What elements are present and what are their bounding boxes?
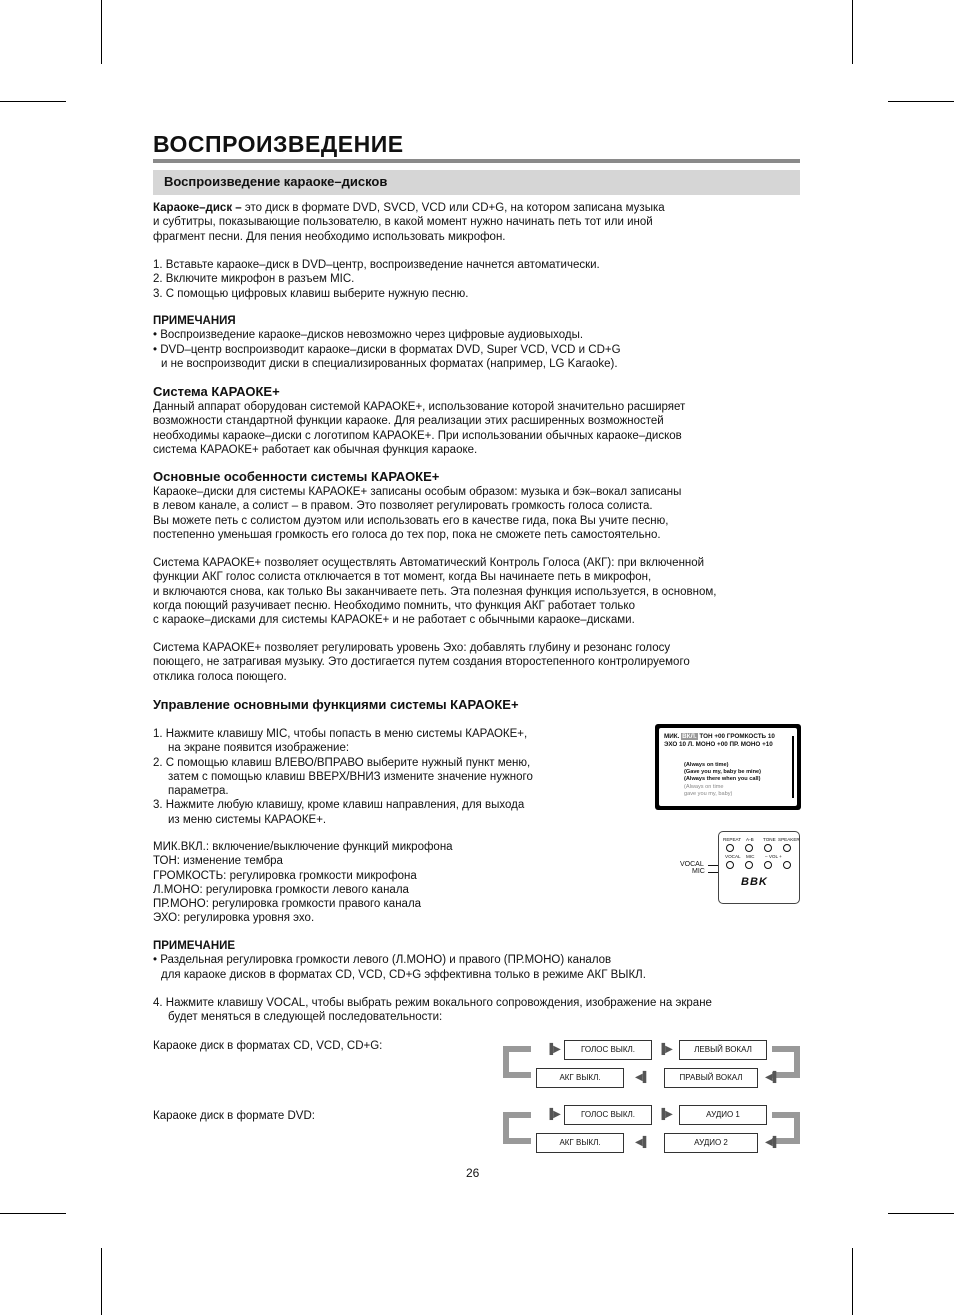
- crop-mark: [888, 101, 954, 102]
- paragraph-line: функции АКГ голос солиста отключается в тот момент, когда Вы начинаете петь в микрофон,: [153, 571, 652, 584]
- step-item: 3. С помощью цифровых клавиш выберите нужную песню.: [153, 287, 469, 300]
- remote-button: [726, 844, 734, 852]
- features-heading: Основные особенности системы КАРАОКЕ+: [153, 469, 440, 484]
- steps-list: [153, 258, 600, 301]
- params-list: [153, 840, 453, 926]
- remote-button: [764, 844, 772, 852]
- flow-box: ГОЛОС ВЫКЛ.: [564, 1105, 652, 1125]
- arrow-left-icon: ◀▌: [765, 1072, 780, 1083]
- notes-block: [153, 314, 621, 371]
- crop-mark: [888, 1213, 954, 1214]
- crop-mark: [101, 0, 102, 64]
- paragraph-line: в левом канале, а солист – в правом. Это позволяет регулировать громкость голоса солиста.: [153, 500, 653, 513]
- tv-lyric: (Gave you my, baby be mine): [684, 769, 761, 775]
- tv-lyric: gave you my, baby): [684, 791, 733, 797]
- notes-heading: ПРИМЕЧАНИЯ: [153, 315, 236, 327]
- tv-menu-row-2: ЭХО 10 Л. МОНО +00 ПР. МОНО +10: [664, 741, 773, 748]
- bbk-logo: BBK: [741, 876, 768, 888]
- arrow-right-icon: ▐▶: [546, 1044, 561, 1055]
- tv-mic-label: МИК.: [664, 733, 680, 740]
- cycle-bracket: [503, 1112, 531, 1144]
- tv-mic-on-highlight: ВКЛ.: [682, 733, 697, 740]
- paragraph-line: возможности стандартной функции караоке. Для реализации этих расширенных возможностей: [153, 415, 664, 428]
- remote-label: TONE: [763, 837, 776, 842]
- vol-down-button: [764, 861, 772, 869]
- flow-dvd-label: Караоке диск в формате DVD:: [153, 1110, 315, 1122]
- note-item: • DVD–центр воспроизводит караоке–диски в форматах DVD, Super VCD, VCD и CD+G: [153, 343, 621, 356]
- note-item: и не воспроизводит диски в специализированных форматах (например, LG Karaoke).: [161, 357, 618, 370]
- step-item: 1. Вставьте караоке–диск в DVD–центр, воспроизведение начнется автоматически.: [153, 259, 600, 271]
- paragraph-line: постепенно уменьшая громкость его голоса до тех пор, пока не сможете петь самостоятельно.: [153, 528, 661, 541]
- flow-box: ГОЛОС ВЫКЛ.: [564, 1040, 652, 1060]
- crop-mark: [852, 1248, 853, 1315]
- remote-label: – VOL +: [765, 854, 782, 859]
- tv-row1-rest: ТОН +00 ГРОМКОСТЬ 10: [697, 733, 775, 740]
- paragraph-line: необходимы караоке–диски с логотипом КАРАОКЕ+. При использовании обычных караоке–дисков: [153, 429, 682, 442]
- system-heading: Система КАРАОКЕ+: [153, 384, 280, 399]
- paragraph-line: с караоке–дисками для системы КАРАОКЕ+ и не работает с обычными караоке–дисками.: [153, 614, 635, 627]
- flow-box: АКГ ВЫКЛ.: [536, 1068, 624, 1088]
- note-heading: ПРИМЕЧАНИЕ: [153, 940, 236, 952]
- paragraph-line: и включаются снова, как только Вы заканчиваете петь. Эта полезная функция используется, в основном,: [153, 585, 717, 598]
- param-item: ТОН: изменение тембра: [153, 855, 283, 868]
- tv-side-bar: [792, 736, 794, 798]
- arrow-left-icon: ◀▌: [635, 1072, 650, 1083]
- remote-label: VOCAL: [725, 854, 741, 859]
- tv-lyric: (Always on time): [684, 762, 729, 768]
- mic-callout: MIC: [692, 868, 705, 875]
- step-line: 4. Нажмите клавишу VOCAL, чтобы выбрать режим вокального сопровождения, изображение на экране: [153, 997, 712, 1009]
- paragraph-line: когда поющий разучивает песню. Необходимо помнить, что функция АКГ работает только: [153, 599, 635, 612]
- param-item: ЭХО: регулировка уровня эхо.: [153, 912, 315, 925]
- paragraph-line: система КАРАОКЕ+ работает как обычная функция караоке.: [153, 443, 478, 456]
- control-step: 3. Нажмите любую клавишу, кроме клавиш направления, для выхода: [153, 799, 525, 812]
- cycle-bracket: [503, 1046, 531, 1078]
- param-item: Л.МОНО: регулировка громкости левого канала: [153, 883, 409, 896]
- param-item: ПР.МОНО: регулировка громкости правого канала: [153, 898, 422, 911]
- features-paragraph-2: [153, 556, 716, 627]
- control-step: параметра.: [168, 785, 229, 798]
- control-step: из меню системы КАРАОКЕ+.: [168, 813, 327, 826]
- flow-box: ЛЕВЫЙ ВОКАЛ: [679, 1040, 767, 1060]
- vocal-button: [726, 861, 734, 869]
- crop-mark: [0, 1213, 66, 1214]
- remote-button: [783, 844, 791, 852]
- arrow-right-icon: ▐▶: [658, 1044, 673, 1055]
- tv-screen-figure: [655, 724, 801, 810]
- features-paragraph-3: [153, 641, 690, 684]
- paragraph-line: отклика голоса поющего.: [153, 670, 287, 683]
- page-number: 26: [466, 1166, 480, 1180]
- system-paragraph: [153, 400, 685, 457]
- remote-button: [745, 844, 753, 852]
- arrow-left-icon: ◀▌: [635, 1137, 650, 1148]
- vol-up-button: [783, 861, 791, 869]
- section-title: Воспроизведение караоке–дисков: [164, 174, 388, 189]
- flow-box: АУДИО 1: [679, 1105, 767, 1125]
- flow-cd-label: Караоке диск в форматах CD, VCD, CD+G:: [153, 1040, 383, 1052]
- crop-mark: [101, 1248, 102, 1315]
- note-item: • Раздельная регулировка громкости левого (Л.МОНО) и правого (ПР.МОНО) каналов: [153, 954, 612, 967]
- page-title: ВОСПРОИЗВЕДЕНИЕ: [153, 131, 404, 157]
- param-item: ГРОМКОСТЬ: регулировка громкости микрофона: [153, 869, 417, 882]
- control-step: на экране появится изображение:: [168, 742, 350, 755]
- remote-label: MIC: [746, 854, 755, 859]
- arrow-left-icon: ◀▌: [765, 1137, 780, 1148]
- note-item: для караоке дисков в форматах CD, VCD, CD+G эффективна только в режиме АКГ ВЫКЛ.: [161, 968, 646, 981]
- arrow-right-icon: ▐▶: [658, 1109, 673, 1120]
- control-step: затем с помощью клавиш ВВЕРХ/ВНИЗ измените значение нужного: [168, 770, 533, 783]
- control-heading: Управление основными функциями системы КАРАОКЕ+: [153, 697, 519, 712]
- paragraph-line: Вы можете петь с солистом дуэтом или использовать его в качестве гида, пока Вы учите песню,: [153, 514, 669, 527]
- mic-button: [745, 861, 753, 869]
- arrow-right-icon: ▐▶: [546, 1109, 561, 1120]
- note-block: [153, 939, 646, 982]
- tv-lyric: (Always there when you call): [684, 776, 761, 782]
- control-step: 2. С помощью клавиш ВЛЕВО/ВПРАВО выберите нужный пункт меню,: [153, 756, 531, 769]
- remote-control-figure: [718, 831, 800, 904]
- remote-label: A-B: [746, 837, 754, 842]
- tv-menu-row-1: [664, 733, 775, 740]
- step-item: 2. Включите микрофон в разъем MIC.: [153, 273, 355, 286]
- tv-screen: [659, 728, 797, 806]
- remote-label: REPEAT: [723, 837, 742, 842]
- crop-mark: [852, 0, 853, 64]
- step-line: будет меняться в следующей последовательности:: [168, 1011, 443, 1024]
- intro-term: Караоке–диск –: [153, 202, 242, 214]
- intro-line: это диск в формате DVD, SVCD, VCD или CD+G, на котором записана музыка: [241, 202, 665, 214]
- note-item: • Воспроизведение караоке–дисков невозможно через цифровые аудиовыходы.: [153, 329, 584, 342]
- remote-label: SPEAKER: [778, 837, 800, 842]
- flow-box: АУДИО 2: [664, 1133, 758, 1153]
- flow-box: ПРАВЫЙ ВОКАЛ: [664, 1068, 758, 1088]
- step-4: [153, 996, 712, 1025]
- intro-paragraph: [153, 201, 665, 244]
- section-bar: [153, 170, 800, 195]
- crop-mark: [0, 101, 66, 102]
- control-steps: [153, 727, 533, 827]
- intro-line: и субтитры, показывающие пользователю, в какой момент нужно начинать петь тот или иной: [153, 216, 653, 229]
- intro-line: фрагмент песни. Для пения необходимо использовать микрофон.: [153, 230, 506, 243]
- paragraph-line: Караоке–диски для системы КАРАОКЕ+ записаны особым образом: музыка и бэк–вокал записаны: [153, 486, 682, 498]
- param-item: МИК.ВКЛ.: включение/выключение функций микрофона: [153, 841, 453, 853]
- control-step: 1. Нажмите клавишу MIC, чтобы попасть в меню системы КАРАОКЕ+,: [153, 728, 528, 740]
- paragraph-line: Данный аппарат оборудован системой КАРАОКЕ+, использование которой значительно расширяет: [153, 401, 686, 413]
- title-rule: [153, 159, 800, 163]
- tv-lyric: (Always on time: [684, 784, 724, 790]
- paragraph-line: поющего, не затрагивая музыку. Это достигается путем создания второстепенного контролируемого: [153, 656, 690, 669]
- vocal-callout: VOCAL: [680, 861, 704, 868]
- paragraph-line: Система КАРАОКЕ+ позволяет осуществлять Автоматический Контроль Голоса (АКГ): при включенной: [153, 557, 705, 569]
- paragraph-line: Система КАРАОКЕ+ позволяет регулировать уровень Эхо: добавлять глубину и резонанс голосу: [153, 642, 671, 654]
- flow-box: АКГ ВЫКЛ.: [536, 1133, 624, 1153]
- features-paragraph-1: [153, 485, 681, 542]
